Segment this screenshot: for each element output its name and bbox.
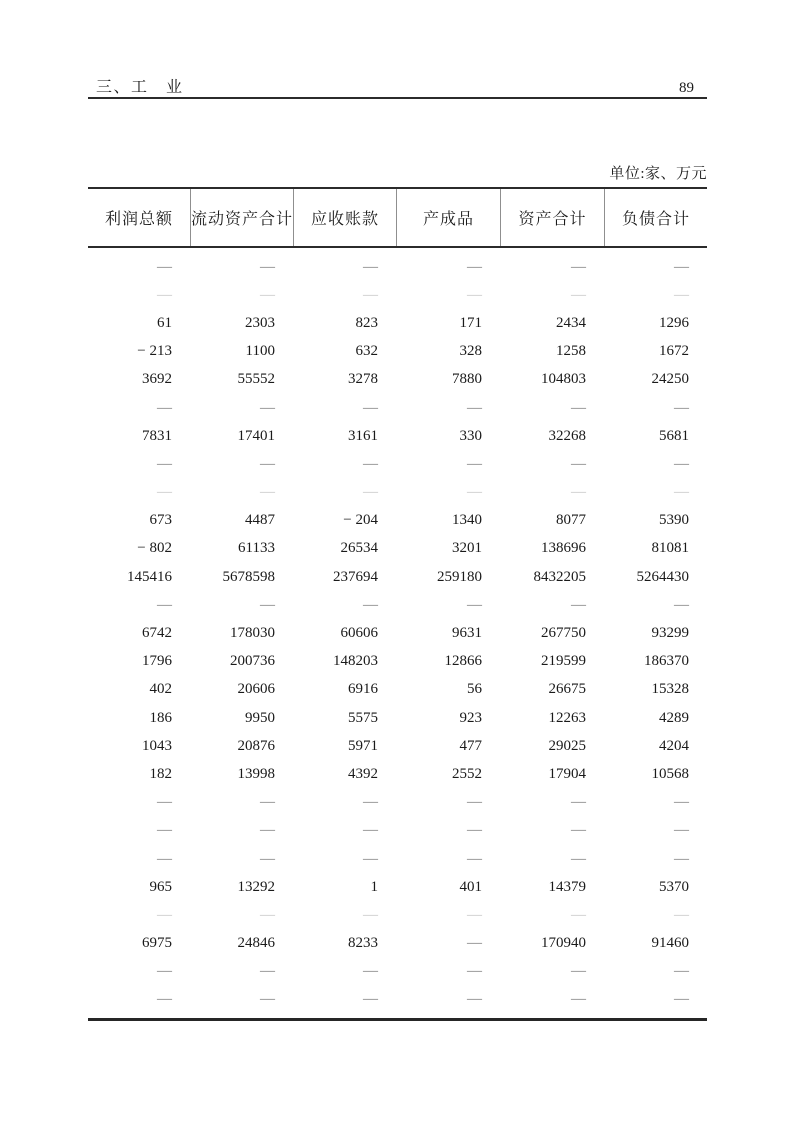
table-cell: 8233 bbox=[348, 935, 378, 952]
table-cell: — bbox=[571, 455, 586, 472]
table-cell: 20876 bbox=[237, 737, 275, 754]
table-cell: 91460 bbox=[651, 935, 689, 952]
table-cell: — bbox=[467, 850, 482, 867]
table-cell: — bbox=[260, 455, 275, 472]
table-cell: — bbox=[260, 963, 275, 980]
table-cell: 24250 bbox=[651, 371, 689, 388]
table-cell: — bbox=[260, 484, 275, 501]
table-cell: 2434 bbox=[556, 314, 586, 331]
table-cell: — bbox=[674, 850, 689, 867]
table-row bbox=[88, 338, 707, 366]
table-cell: — bbox=[571, 822, 586, 839]
table-cell: — bbox=[674, 484, 689, 501]
table-cell: — bbox=[260, 794, 275, 811]
table-cell: 267750 bbox=[541, 625, 586, 642]
table-cell: — bbox=[363, 484, 378, 501]
table-cell: 237694 bbox=[333, 568, 378, 585]
table-cell: — bbox=[674, 286, 689, 303]
table-row bbox=[88, 563, 707, 591]
table-cell: 8432205 bbox=[533, 568, 586, 585]
table-cell: — bbox=[571, 906, 586, 923]
table-cell: 3201 bbox=[452, 540, 482, 557]
table-cell: — bbox=[571, 794, 586, 811]
table-cell: 32268 bbox=[548, 427, 586, 444]
table-cell: 104803 bbox=[541, 371, 586, 388]
table-cell: − 213 bbox=[137, 343, 172, 360]
table-cell: 1100 bbox=[245, 343, 275, 360]
table-cell: 1672 bbox=[659, 343, 689, 360]
table-cell: 29025 bbox=[548, 737, 586, 754]
table-cell: 5971 bbox=[348, 737, 378, 754]
table-row bbox=[88, 676, 707, 704]
table-cell: — bbox=[260, 596, 275, 613]
table-row bbox=[88, 901, 707, 929]
table-row bbox=[88, 958, 707, 986]
table-row bbox=[88, 422, 707, 450]
table-cell: 14379 bbox=[548, 878, 586, 895]
table-cell: — bbox=[571, 399, 586, 416]
table-cell: 13292 bbox=[237, 878, 275, 895]
table-cell: 923 bbox=[459, 709, 482, 726]
table-body bbox=[88, 248, 707, 1021]
table-cell: — bbox=[363, 258, 378, 275]
table-cell: — bbox=[363, 596, 378, 613]
table-row bbox=[88, 704, 707, 732]
table-cell: 1258 bbox=[556, 343, 586, 360]
table-cell: — bbox=[157, 258, 172, 275]
table-cell: 148203 bbox=[333, 653, 378, 670]
table-cell: — bbox=[467, 794, 482, 811]
table-cell: — bbox=[674, 399, 689, 416]
table-cell: 12263 bbox=[548, 709, 586, 726]
table-row bbox=[88, 366, 707, 394]
table-cell: — bbox=[674, 258, 689, 275]
table-cell: 2303 bbox=[245, 314, 275, 331]
table-row bbox=[88, 619, 707, 647]
table-cell: — bbox=[363, 850, 378, 867]
table-cell: — bbox=[157, 991, 172, 1008]
table-cell: 60606 bbox=[340, 625, 378, 642]
column-header: 应收账款 bbox=[293, 189, 396, 246]
table-cell: 93299 bbox=[651, 625, 689, 642]
table-cell: 3278 bbox=[348, 371, 378, 388]
table-cell: — bbox=[467, 399, 482, 416]
table-cell: — bbox=[260, 399, 275, 416]
table-cell: 5390 bbox=[659, 512, 689, 529]
column-header: 产成品 bbox=[396, 189, 500, 246]
table-cell: — bbox=[674, 455, 689, 472]
table-cell: − 802 bbox=[137, 540, 172, 557]
table-cell: 4204 bbox=[659, 737, 689, 754]
table-row bbox=[88, 309, 707, 337]
table-cell: 5678598 bbox=[222, 568, 275, 585]
table-cell: 330 bbox=[459, 427, 482, 444]
table-cell: 5370 bbox=[659, 878, 689, 895]
table-cell: 8077 bbox=[556, 512, 586, 529]
table-cell: 200736 bbox=[230, 653, 275, 670]
page-number: 89 bbox=[679, 80, 694, 96]
table-row bbox=[88, 732, 707, 760]
table-cell: 673 bbox=[149, 512, 172, 529]
table-cell: — bbox=[674, 794, 689, 811]
table-cell: 56 bbox=[467, 681, 482, 698]
table-row bbox=[88, 450, 707, 478]
table-cell: 186 bbox=[149, 709, 172, 726]
table-header-row bbox=[88, 187, 707, 248]
table-cell: 13998 bbox=[237, 765, 275, 782]
table-cell: 477 bbox=[459, 737, 482, 754]
table-cell: — bbox=[571, 991, 586, 1008]
table-cell: 401 bbox=[459, 878, 482, 895]
table-cell: 4487 bbox=[245, 512, 275, 529]
table-cell: — bbox=[260, 850, 275, 867]
table-cell: — bbox=[674, 596, 689, 613]
table-row bbox=[88, 930, 707, 958]
table-cell: 24846 bbox=[237, 935, 275, 952]
table-cell: — bbox=[571, 963, 586, 980]
table-cell: — bbox=[467, 286, 482, 303]
table-cell: 965 bbox=[149, 878, 172, 895]
table-cell: — bbox=[467, 484, 482, 501]
table-cell: — bbox=[363, 963, 378, 980]
table-cell: 17904 bbox=[548, 765, 586, 782]
column-header: 流动资产合计 bbox=[190, 189, 293, 246]
table-cell: 6742 bbox=[142, 625, 172, 642]
table-cell: 7831 bbox=[142, 427, 172, 444]
table-cell: 5681 bbox=[659, 427, 689, 444]
table-cell: 15328 bbox=[651, 681, 689, 698]
table-cell: — bbox=[157, 822, 172, 839]
table-cell: 1340 bbox=[452, 512, 482, 529]
table-cell: 61 bbox=[157, 314, 172, 331]
table-row bbox=[88, 591, 707, 619]
section-title: 三、工 业 bbox=[96, 79, 184, 96]
table-cell: 55552 bbox=[237, 371, 275, 388]
table-cell: — bbox=[260, 906, 275, 923]
table-cell: — bbox=[467, 935, 482, 952]
table-cell: 26534 bbox=[340, 540, 378, 557]
column-header: 利润总额 bbox=[104, 211, 173, 228]
table-cell: — bbox=[674, 991, 689, 1008]
table-cell: 10568 bbox=[651, 765, 689, 782]
table-cell: — bbox=[467, 258, 482, 275]
table-cell: — bbox=[674, 963, 689, 980]
column-header: 负债合计 bbox=[604, 189, 707, 246]
table-cell: 1043 bbox=[142, 737, 172, 754]
table-cell: — bbox=[467, 991, 482, 1008]
table-cell: — bbox=[157, 399, 172, 416]
table-cell: − 204 bbox=[343, 512, 378, 529]
unit-label: 单位:家、万元 bbox=[609, 166, 707, 182]
table-cell: — bbox=[260, 822, 275, 839]
table-row bbox=[88, 789, 707, 817]
table-cell: 632 bbox=[355, 343, 378, 360]
table-cell: — bbox=[467, 906, 482, 923]
table-cell: — bbox=[571, 850, 586, 867]
table-cell: 1 bbox=[370, 878, 378, 895]
table-row bbox=[88, 817, 707, 845]
table-cell: 145416 bbox=[127, 568, 172, 585]
table-cell: — bbox=[363, 399, 378, 416]
table-cell: 402 bbox=[149, 681, 172, 698]
table-cell: 182 bbox=[149, 765, 172, 782]
table-cell: 26675 bbox=[548, 681, 586, 698]
table-cell: 9950 bbox=[245, 709, 275, 726]
table-cell: — bbox=[467, 455, 482, 472]
table-cell: 138696 bbox=[541, 540, 586, 557]
table-cell: 7880 bbox=[452, 371, 482, 388]
table-row bbox=[88, 986, 707, 1014]
table-row bbox=[88, 535, 707, 563]
table-cell: 6975 bbox=[142, 935, 172, 952]
table-cell: 4392 bbox=[348, 765, 378, 782]
table-cell: — bbox=[363, 822, 378, 839]
table-cell: — bbox=[157, 963, 172, 980]
table-cell: 1796 bbox=[142, 653, 172, 670]
table-cell: — bbox=[571, 258, 586, 275]
table-cell: 9631 bbox=[452, 625, 482, 642]
table-cell: — bbox=[674, 906, 689, 923]
table-row bbox=[88, 394, 707, 422]
table-row bbox=[88, 845, 707, 873]
table-cell: — bbox=[363, 906, 378, 923]
table-cell: 17401 bbox=[237, 427, 275, 444]
table-cell: — bbox=[157, 906, 172, 923]
table-cell: 1296 bbox=[659, 314, 689, 331]
table-cell: 178030 bbox=[230, 625, 275, 642]
table-row bbox=[88, 281, 707, 309]
table-row bbox=[88, 253, 707, 281]
table-cell: 12866 bbox=[444, 653, 482, 670]
table-row bbox=[88, 873, 707, 901]
table-cell: — bbox=[260, 258, 275, 275]
table-cell: — bbox=[157, 794, 172, 811]
table-cell: 186370 bbox=[644, 653, 689, 670]
table-cell: 823 bbox=[355, 314, 378, 331]
table-cell: — bbox=[467, 596, 482, 613]
header-rule bbox=[88, 97, 707, 99]
table-cell: — bbox=[571, 596, 586, 613]
table-cell: — bbox=[571, 484, 586, 501]
table-cell: 170940 bbox=[541, 935, 586, 952]
table-cell: — bbox=[363, 991, 378, 1008]
table-cell: — bbox=[571, 286, 586, 303]
table-cell: — bbox=[157, 455, 172, 472]
table-row bbox=[88, 648, 707, 676]
table-cell: — bbox=[260, 991, 275, 1008]
table-cell: 3161 bbox=[348, 427, 378, 444]
table-cell: 328 bbox=[459, 343, 482, 360]
table-cell: 20606 bbox=[237, 681, 275, 698]
table-cell: — bbox=[363, 286, 378, 303]
table-cell: — bbox=[260, 286, 275, 303]
table-cell: — bbox=[157, 484, 172, 501]
table-cell: 5264430 bbox=[636, 568, 689, 585]
page-header bbox=[88, 74, 707, 97]
table-cell: 259180 bbox=[437, 568, 482, 585]
table-cell: 171 bbox=[459, 314, 482, 331]
table-cell: 2552 bbox=[452, 765, 482, 782]
table-cell: 3692 bbox=[142, 371, 172, 388]
table-row bbox=[88, 507, 707, 535]
table-cell: — bbox=[157, 596, 172, 613]
table-cell: 219599 bbox=[541, 653, 586, 670]
column-header: 资产合计 bbox=[500, 189, 604, 246]
table-cell: — bbox=[157, 286, 172, 303]
table-cell: 61133 bbox=[238, 540, 275, 557]
table-cell: 5575 bbox=[348, 709, 378, 726]
table-cell: 4289 bbox=[659, 709, 689, 726]
table-cell: — bbox=[674, 822, 689, 839]
statistics-table bbox=[88, 187, 707, 1021]
table-cell: 6916 bbox=[348, 681, 378, 698]
table-row bbox=[88, 760, 707, 788]
table-cell: — bbox=[467, 963, 482, 980]
table-cell: — bbox=[467, 822, 482, 839]
table-cell: — bbox=[157, 850, 172, 867]
table-cell: 81081 bbox=[651, 540, 689, 557]
table-cell: — bbox=[363, 794, 378, 811]
table-cell: — bbox=[363, 455, 378, 472]
table-row bbox=[88, 479, 707, 507]
